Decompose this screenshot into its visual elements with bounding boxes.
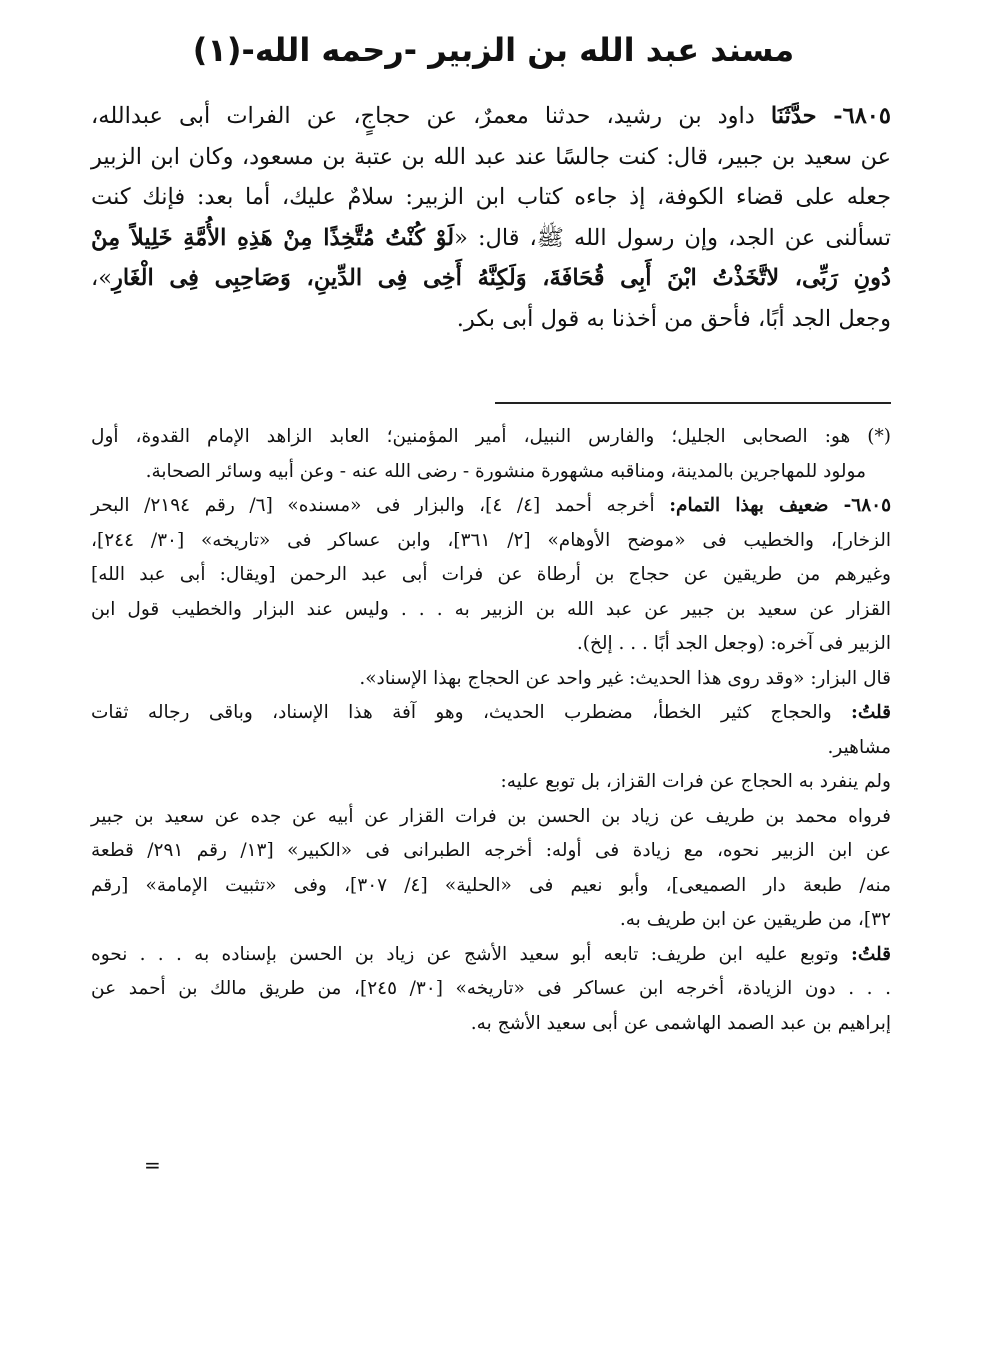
hadith-matn-end: دُونِ رَبِّى، لاتَّخَذْتُ ابْنَ أَبِى قُحَافَةَ، وَلَكِنَّهُ أَخِى فِى الدِّينِ، وَصَاحِبِى فِى الْغَارِ <box>112 265 891 291</box>
takhrij-line-2: الزخار]، والخطيب فى «موضح الأوهام» [٢/ ٣٦١]، وابن عساكر فى «تاريخه» [٣٠/ ٢٤٤]، <box>91 529 891 551</box>
takhrij-label: ٦٨٠٥- ضعيف بهذا التمام: <box>669 495 892 516</box>
hadith-line-5-tail: »، <box>91 265 113 291</box>
hadith-matn-start: لَوْ كُنْتُ مُتَّخِذًا مِنْ هَذِهِ الأُمَّةِ خَلِيلاً مِنْ <box>91 224 455 251</box>
mutaba-intro: ولم ينفرد به الحجاج عن فرات القزاز، بل توبع عليه: <box>500 771 891 792</box>
hadith-number: ٦٨٠٥- حدَّثَنَا <box>770 103 891 129</box>
page-title: مسند عبد الله بن الزبير -رحمه الله-(١) <box>192 31 795 69</box>
qult-2-line-1 <box>91 938 891 973</box>
qult-1-line-2: مشاهير. <box>827 736 891 758</box>
star-note-line-1: (*) هو: الصحابى الجليل؛ والفارس النبيل، أمير المؤمنين؛ العابد الزاهد الإمام القدوة، أول <box>91 426 891 447</box>
mutaba-line-4: ٣٢]، من طريقين عن ابن طريف به. <box>619 909 891 930</box>
hadith-line-2: عن سعيد بن جبير، قال: كنت جالسًا عند عبد الله بن عتبة بن مسعود، وكان ابن الزبير <box>91 143 891 170</box>
qult-2-line-3: إبراهيم بن عبد الصمد الهاشمى عن أبى سعيد الأشج به. <box>470 1012 891 1034</box>
hadith-line-5 <box>91 258 891 299</box>
mutaba-line-3: منه/ طبعة دار الصميعى]، وأبو نعيم فى «الحلية» [٤/ ٣٠٧]، وفى «تثبيت الإمامة» [رقم <box>91 874 891 896</box>
hadith-chain-start: داود بن رشيد، حدثنا معمرٌ، عن حجاجٍ، عن الفرات أبى عبدالله، <box>91 103 771 129</box>
takhrij-line-1 <box>91 489 891 524</box>
qult-1-text: والحجاج كثير الخطأ، مضطرب الحديث، وهو آفة هذا الإسناد، وباقى رجاله ثقات <box>91 702 852 723</box>
hadith-text <box>91 96 891 339</box>
bazzar-quote: قال البزار: «وقد روى هذا الحديث: غير واحد عن الحجاج بهذا الإسناد». <box>359 667 891 689</box>
qult-2-text: وتوبع عليه ابن طريف: تابعه أبو سعيد الأشج عن زياد بن الحسن بإسناده به . . . نحوه <box>91 943 852 965</box>
star-note-line-2: مولود للمهاجرين بالمدينة، ومناقبه مشهورة منشورة - رضى الله عنه - وعن أبيه وسائر الصحابة. <box>145 460 866 482</box>
hadith-line-6: وجعل الجد أبًا، فأحق من أخذنا به قول أبى بكر. <box>456 305 891 332</box>
mutaba-line-1: فرواه محمد بن طريف عن زياد بن الحسن بن فرات القزار عن أبيه عن جده عن سعيد بن جبير <box>91 805 891 827</box>
qult-1-line-1 <box>91 696 891 731</box>
takhrij-line-1-rest: أخرجه أحمد [٤/ ٤]، والبزار فى «مسنده» [٦/ رقم ٢١٩٤/ البحر <box>91 495 670 516</box>
hadith-line-4-plain: تسألنى عن الجد، وإن رسول الله ﷺ، قال: « <box>454 224 891 251</box>
qult-2-label: قلتُ: <box>851 943 891 965</box>
hadith-line-1 <box>91 96 891 137</box>
hadith-line-4 <box>91 218 891 259</box>
takhrij-line-4: القزار عن سعيد بن جبير عن عبد الله بن الزبير به . . . وليس عند البزار والخطيب قول ابن <box>91 598 891 620</box>
footnotes <box>91 420 891 1041</box>
takhrij-line-5: الزبير فى آخره: (وجعل الجد أبًا . . . إلخ). <box>576 633 891 654</box>
takhrij-line-3: وغيرهم من طريقين عن حجاج بن أرطاة عن فرات أبى عبد الرحمن [ويقال: أبى عبد الله] <box>91 564 891 585</box>
footnote-divider <box>495 402 891 404</box>
continuation-mark: = <box>144 1153 161 1177</box>
qult-2-line-2: . . . دون الزيادة، أخرجه ابن عساكر فى «تاريخه» [٣٠/ ٢٤٥]، من طريق مالك بن أحمد عن <box>91 978 891 999</box>
qult-1-label: قلتُ: <box>851 702 891 723</box>
mutaba-line-2: عن ابن الزبير نحوه، مع زيادة فى أوله: أخرجه الطبرانى فى «الكبير» [١٣/ رقم ٢٩١/ قطعة <box>91 840 891 861</box>
hadith-line-3: جعله على قضاء الكوفة، إذ جاءه كتاب ابن الزبير: سلامٌ عليك، أما بعد: فإنك كنت <box>91 184 891 210</box>
